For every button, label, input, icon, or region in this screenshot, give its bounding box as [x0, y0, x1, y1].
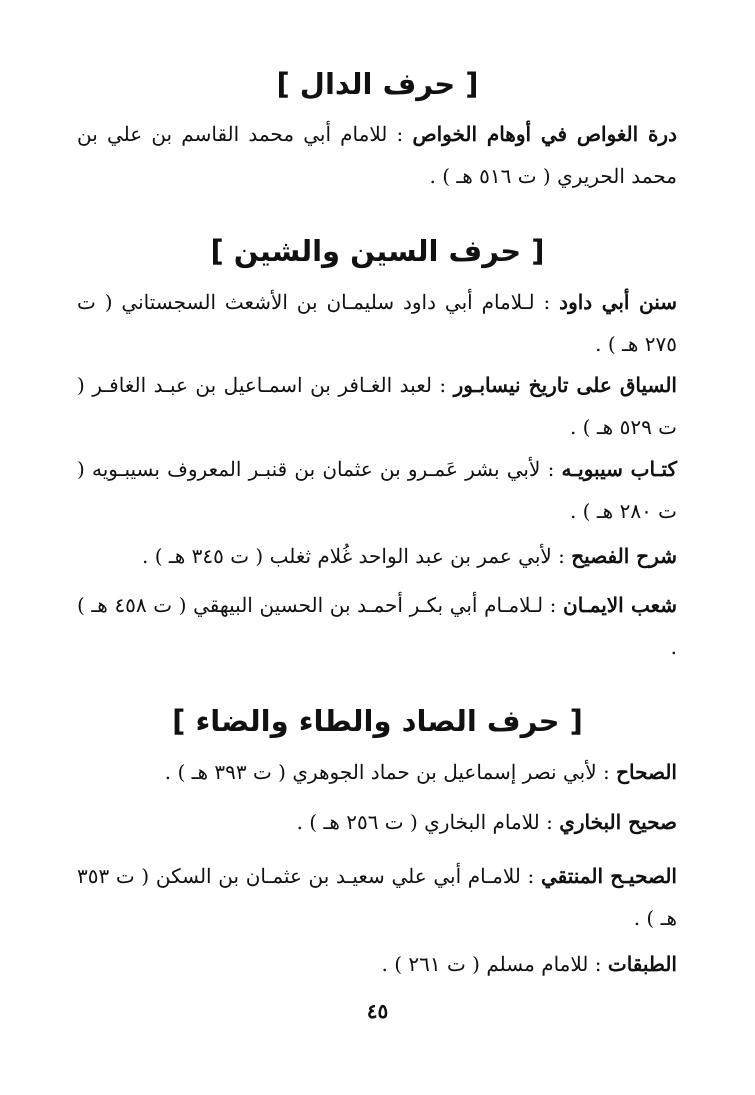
section-heading-sin-shin: [ حرف السين والشين ]: [210, 234, 545, 268]
section-heading-dal: [ حرف الدال ]: [276, 67, 479, 101]
entry-description: : للامام البخاري ( ت ٢٥٦ هـ ) .: [296, 810, 560, 834]
entry-description: : للامـام أبي علي سعيـد بن عثمـان بن السكن ( ت ٣٥٣ هـ ) .: [77, 864, 677, 930]
entry-term: الصحيـح المنتقي: [540, 864, 677, 888]
entry-description: : للامام مسلم ( ت ٢٦١ ) .: [381, 952, 608, 976]
entry-term: درة الغواص في أوهام الخواص: [412, 122, 677, 146]
entry-sunan-abi-dawud: [77, 281, 677, 365]
entry-description: : لأبي نصر إسماعيل بن حماد الجوهري ( ت ٣٩٣ هـ ) .: [164, 760, 617, 784]
entry-term: الصحاح: [616, 760, 677, 784]
section-heading-sad-ta-dad: [ حرف الصاد والطاء والضاء ]: [172, 704, 583, 738]
entry-kitab-sibawayh: [77, 448, 677, 532]
entry-description: : لأبي عمر بن عبد الواحد غُلام ثغلب ( ت ٣٤٥ هـ ) .: [142, 544, 572, 568]
entry-al-tabaqat: [77, 943, 677, 985]
entry-al-sahih-al-muntaqa: [77, 855, 677, 939]
entry-description: : للامام أبي محمد القاسم بن علي بن محمد الحريري ( ت ٥١٦ هـ ) .: [77, 122, 677, 188]
entry-term: سنن أبي داود: [559, 290, 677, 314]
entry-shuab-al-iman: [77, 584, 677, 668]
entry-description: : لـلامـام أبي بكـر أحمـد بن الحسين البيهقي ( ت ٤٥٨ هـ ) .: [77, 593, 677, 659]
entry-term: صحيح البخاري: [559, 810, 677, 834]
entry-term: السياق على تاريخ نيسابـور: [453, 373, 677, 397]
entry-sharh-al-fasih: [77, 535, 677, 577]
entry-al-siyaq: [77, 364, 677, 448]
entry-term: شرح الفصيح: [571, 544, 677, 568]
entry-al-sihah: [77, 751, 677, 793]
entry-term: شعب الايمـان: [563, 593, 677, 617]
entry-term: الطبقات: [607, 952, 677, 976]
entry-durrat-al-ghawwas: [77, 113, 677, 197]
entry-term: كتـاب سيبويـه: [561, 457, 677, 481]
entry-sahih-al-bukhari: [77, 801, 677, 843]
entry-description: : لأبي بشر عَمـرو بن عثمان بن قنبـر المعروف بسيبـويه ( ت ٢٨٠ هـ ) .: [77, 457, 677, 523]
page-number: ٤٥: [366, 999, 389, 1023]
entry-description: : لعبد الغـافر بن اسمـاعيل بن عبـد الغافـر ( ت ٥٢٩ هـ ) .: [77, 373, 677, 439]
entry-description: : لـلامام أبي داود سليمـان بن الأشعث السجستاني ( ت ٢٧٥ هـ ) .: [77, 290, 677, 356]
